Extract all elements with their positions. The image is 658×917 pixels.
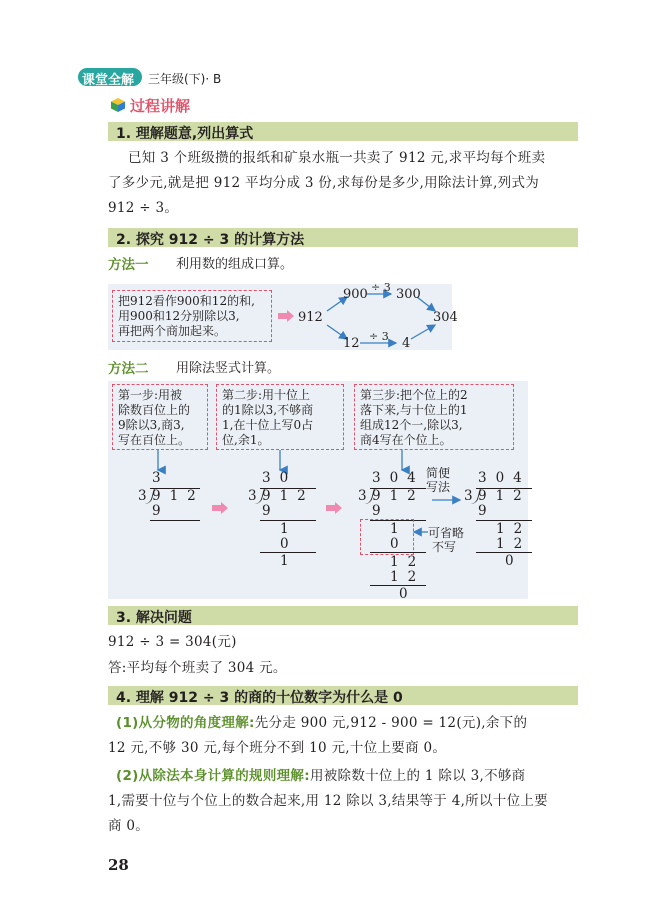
divisor: 3	[248, 488, 266, 504]
arrow-icon	[212, 502, 228, 514]
box-line: 用900和12分别除以3,	[118, 309, 240, 323]
box-line: 把912看作900和12的和,	[118, 294, 255, 308]
step-3-box	[354, 384, 514, 450]
rule	[150, 520, 200, 521]
diagram-bot-b: 4	[402, 336, 411, 351]
division-1	[138, 470, 208, 520]
step-line: 位,余1。	[222, 433, 270, 447]
diagram-bot-op: ÷ 3	[369, 330, 389, 343]
quotient: 304	[372, 470, 425, 486]
omit-label: 可省略	[428, 526, 465, 540]
partial-product: 9	[478, 503, 496, 519]
section-3-bar	[108, 606, 578, 625]
s4-p2-text: 用被除数十位上的 1 除以 3,不够商	[309, 768, 526, 784]
s4-p1-line-2: 12 元,不够 30 元,每个班分不到 10 元,十位上要商 0。	[108, 740, 447, 756]
section-3-title: 3. 解决问题	[116, 610, 192, 626]
diagram-top-op: ÷ 3	[371, 281, 391, 294]
method-1-label: 方法一	[108, 257, 149, 273]
s4-p2-line-3: 商 0。	[108, 818, 150, 834]
step-line: 落下来,与十位上的1	[360, 403, 468, 417]
step-line: 的1除以3,不够商	[222, 403, 314, 417]
step-2-box	[216, 384, 344, 450]
section-2-bar	[108, 228, 578, 247]
section-1-bar	[108, 122, 578, 141]
arrow-icon	[326, 502, 342, 514]
s3-equation: 912 ÷ 3 = 304(元)	[108, 634, 237, 650]
page-number: 28	[108, 856, 129, 874]
method-2-text: 用除法竖式计算。	[176, 361, 281, 376]
section-title: 过程讲解	[130, 97, 191, 115]
diagram-top-b: 300	[396, 287, 421, 302]
step-line: 1,在十位上写0占	[222, 418, 314, 432]
step-1-box	[112, 384, 208, 450]
rule	[476, 552, 532, 553]
partial-product: 9	[372, 503, 390, 519]
s4-p2-line-2: 1,需要十位与个位上的数合起来,用 12 除以 3,结果等于 4,所以十位上要	[108, 793, 548, 809]
method-1-box	[112, 290, 272, 342]
s3-answer: 答:平均每个班卖了 304 元。	[108, 660, 287, 676]
remainder: 12	[390, 554, 426, 570]
final-remainder: 0	[505, 553, 523, 569]
partial-product: 0	[390, 536, 408, 552]
simplify-label: 简便	[426, 466, 451, 480]
step-line: 9除以3,商3,	[118, 418, 185, 432]
remainder: 1	[390, 521, 408, 537]
diagram-result: 304	[433, 310, 458, 325]
box-line: 再把两个商加起来。	[118, 324, 227, 338]
arrow-icon	[278, 310, 294, 322]
step-line: 除数百位上的	[118, 403, 191, 417]
arrow-icon	[432, 494, 462, 506]
division-2	[248, 470, 328, 570]
step-line: 第二步:用十位上	[222, 388, 311, 402]
rule	[370, 585, 426, 586]
s4-p1-head: (1)从分物的角度理解:	[116, 715, 255, 731]
partial-product: 0	[280, 536, 298, 552]
divisor: 3	[464, 488, 482, 504]
partial-product: 9	[262, 503, 280, 519]
step-line: 写在百位上。	[118, 433, 191, 447]
diagram-start: 912	[298, 310, 323, 325]
quotient: 30	[262, 470, 298, 486]
divisor: 3	[358, 488, 376, 504]
partial-product: 12	[496, 536, 532, 552]
s4-p2-line-1	[116, 764, 525, 788]
quotient: 3	[152, 470, 170, 486]
step-line: 第一步:用被	[118, 388, 183, 402]
s4-p2-head: (2)从除法本身计算的规则理解:	[116, 768, 310, 784]
s4-p1-line-1	[116, 711, 527, 735]
s1-line-2: 了多少元,就是把 912 平均分成 3 份,求每份是多少,用除法计算,列式为	[108, 175, 540, 191]
section-4-bar	[108, 686, 578, 705]
division-4	[464, 470, 544, 570]
step-line: 组成12个一,除以3,	[360, 418, 463, 432]
s1-line-1: 已知 3 个班级攒的报纸和矿泉水瓶一共卖了 912 元,求平均每个班卖	[128, 150, 546, 166]
partial-product: 12	[390, 569, 426, 585]
section-1-title: 1. 理解题意,列出算式	[116, 126, 254, 142]
method-2-label: 方法二	[108, 361, 149, 377]
omit-label: 不写	[432, 540, 457, 554]
final-remainder: 0	[399, 586, 417, 602]
method-1-text: 利用数的组成口算。	[176, 257, 294, 272]
step-line: 商4写在个位上。	[360, 433, 452, 447]
section-2-title: 2. 探究 912 ÷ 3 的计算方法	[116, 232, 305, 248]
partial-product: 9	[152, 503, 170, 519]
remainder: 1	[280, 553, 298, 569]
header-logo	[78, 68, 142, 86]
s1-line-3: 912 ÷ 3。	[108, 200, 179, 216]
logo-text: 课堂全解	[82, 73, 135, 88]
simplify-label: 写法	[426, 480, 451, 494]
quotient: 304	[478, 470, 531, 486]
dividend: 912	[262, 488, 315, 504]
diagram-top-a: 900	[343, 287, 368, 302]
section-4-title: 4. 理解 912 ÷ 3 的商的十位数字为什么是 0	[116, 690, 403, 706]
arrow-icon	[412, 526, 428, 538]
rule	[370, 552, 426, 553]
header-grade: 三年级(下)· B	[148, 72, 222, 86]
remainder: 12	[496, 521, 532, 537]
dividend: 912	[478, 488, 531, 504]
remainder: 1	[280, 521, 298, 537]
dividend: 912	[152, 488, 205, 504]
divisor: 3	[138, 488, 156, 504]
step-line: 第三步:把个位上的2	[360, 388, 468, 402]
s4-p1-text: 先分走 900 元,912 - 900 = 12(元),余下的	[254, 715, 528, 731]
cube-icon	[110, 97, 126, 113]
diagram-bot-a: 12	[343, 336, 360, 351]
dividend: 912	[372, 488, 425, 504]
